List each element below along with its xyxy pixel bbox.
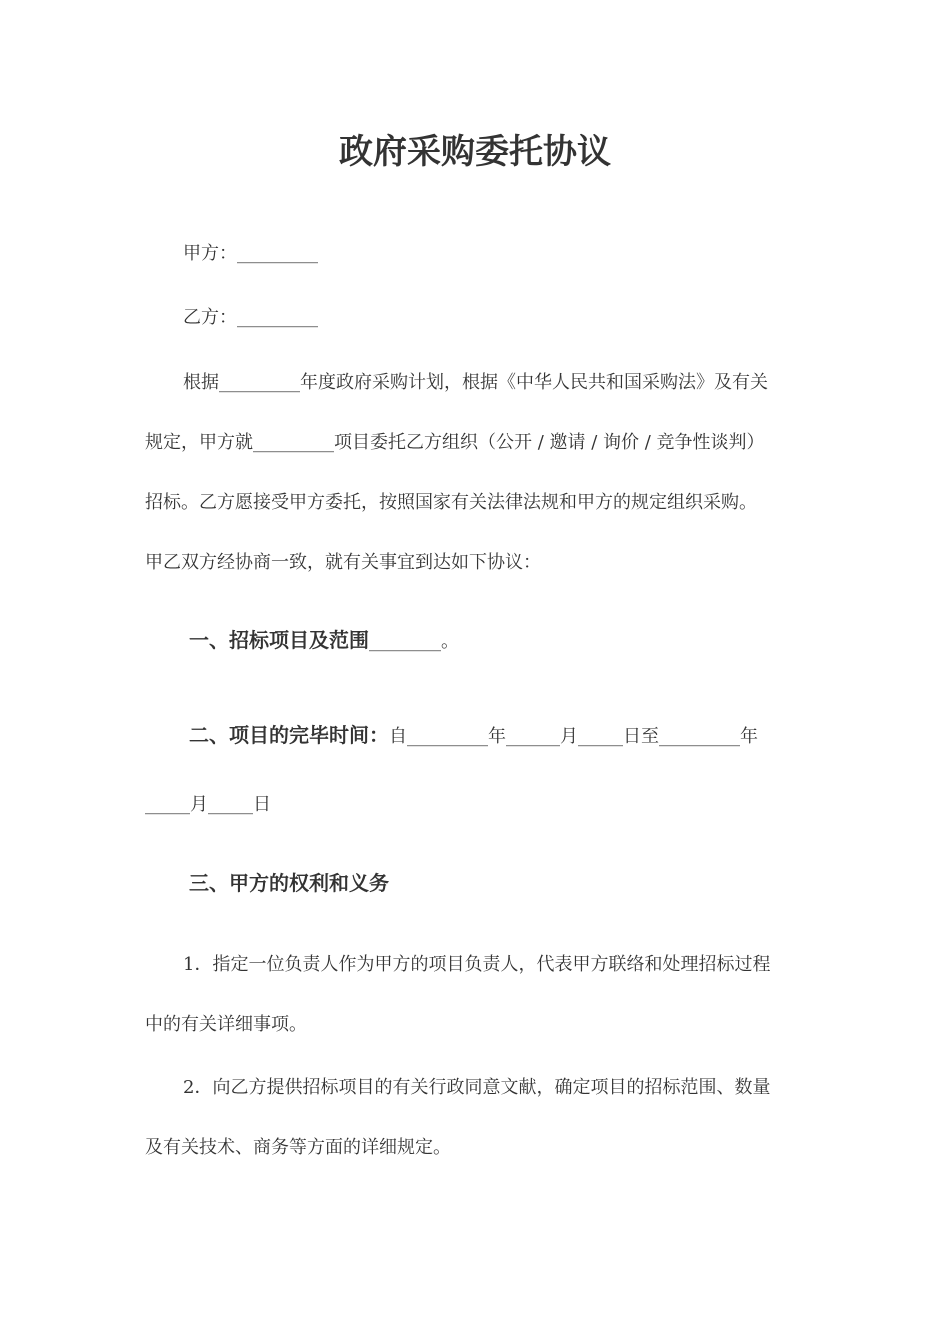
section-1-heading-text: 一、招标项目及范围 [189,628,369,652]
intro-paragraph-line-3: 招标。乙方愿接受甲方委托，按照国家有关法律法规和甲方的规定组织采购。 [145,492,757,513]
item-1-line-2: 中的有关详细事项。 [145,1014,307,1035]
item-1-line-1: 1．指定一位负责人作为甲方的项目负责人，代表甲方联络和处理招标过程 [183,954,771,975]
section-3-heading: 三、甲方的权利和义务 [189,871,389,895]
section-2-date-range-continued: _____月_____日 [145,794,271,815]
intro-paragraph-line-4: 甲乙双方经协商一致，就有关事宜到达如下协议： [145,552,541,573]
section-1-heading [145,625,854,657]
intro-paragraph-line-2: 规定，甲方就_________项目委托乙方组织（公开 / 邀请 / 询价 / 竞争性谈判） [145,432,765,453]
section-1-blank: ________。 [369,631,459,652]
party-a-line: 甲方：_________ [183,243,318,264]
intro-paragraph-line-1: 根据_________年度政府采购计划，根据《中华人民共和国采购法》及有关 [183,372,768,393]
party-b-line: 乙方：_________ [183,307,318,328]
item-2-line-2: 及有关技术、商务等方面的详细规定。 [145,1137,451,1158]
document-title: 政府采购委托协议 [339,132,611,172]
section-2-heading [145,720,854,752]
item-2-line-1: 2．向乙方提供招标项目的有关行政同意文献，确定项目的招标范围、数量 [183,1077,771,1098]
section-2-heading-text: 二、项目的完毕时间： [189,723,389,747]
section-2-date-range: 自_________年______月_____日至_________年 [389,726,758,747]
